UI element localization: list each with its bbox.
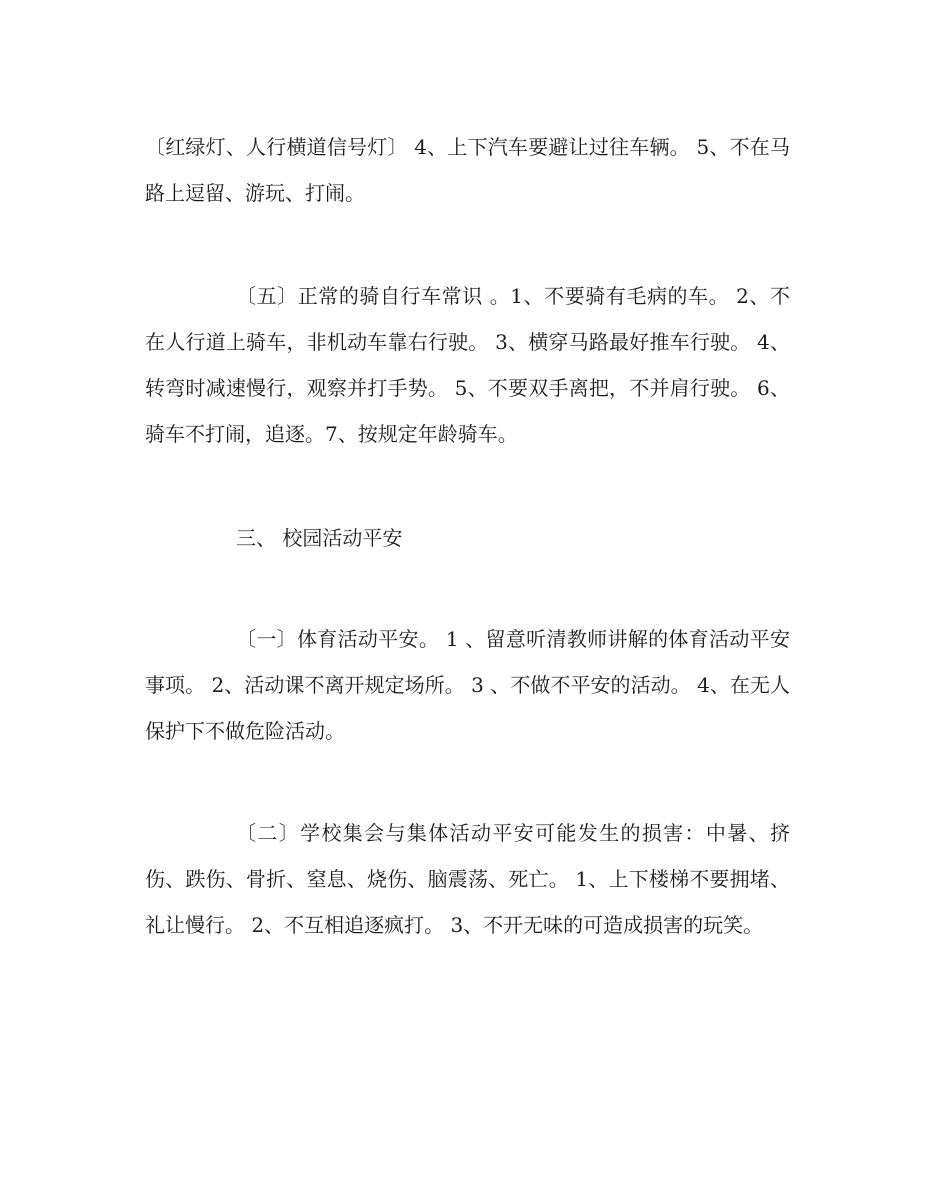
- section-heading-campus-safety: 三、 校园活动平安: [236, 526, 403, 550]
- document-body: [145, 124, 790, 948]
- paragraph-traffic-rules: 〔红绿灯、人行横道信号灯〕 4、上下汽车要避让过往车辆。 5、不在马路上逗留、游玩、打闹。: [145, 135, 790, 205]
- paragraph-sports-safety: 〔一〕体育活动平安。 1 、留意听清教师讲解的体育活动平安事项。 2、活动课不离开规定场所。 3 、不做不平安的活动。 4、在无人保护下不做危险活动。: [145, 627, 790, 743]
- paragraph-assembly-safety: 〔二〕学校集会与集体活动平安可能发生的损害：中暑、挤伤、跌伤、骨折、窒息、烧伤、脑震荡、死亡。 1、上下楼梯不要拥堵、礼让慢行。 2、不互相追逐疯打。 3、不开无味的可造成损害的玩笑。: [145, 821, 790, 937]
- paragraph-bicycle-safety: 〔五〕正常的骑自行车常识 。1、不要骑有毛病的车。 2、不在人行道上骑车，非机动车靠右行驶。 3、横穿马路最好推车行驶。 4、转弯时减速慢行，观察并打手势。 5、不要双手离把，不并肩行驶。 6、骑车不打闹，追逐。7、按规定年龄骑车。: [145, 284, 790, 446]
